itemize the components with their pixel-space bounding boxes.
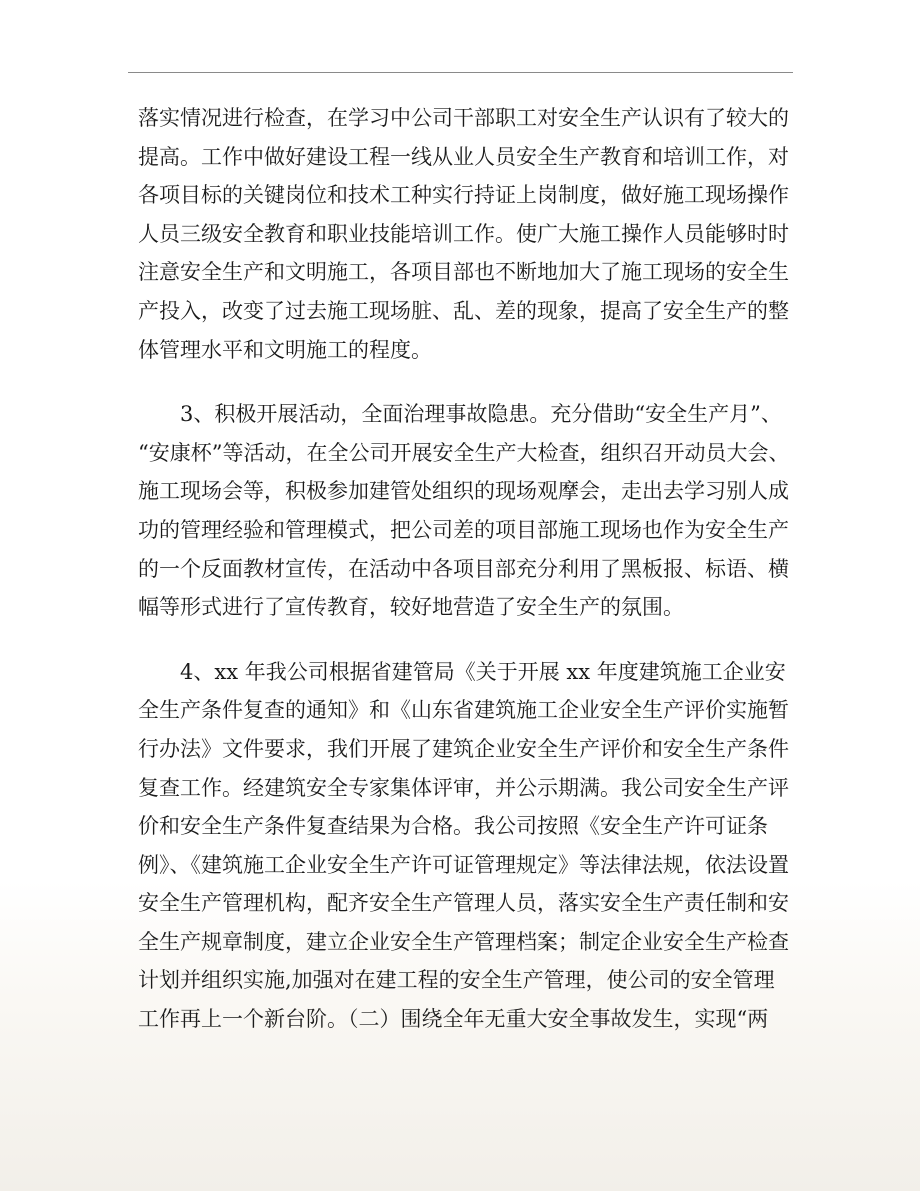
- text-line: 幅等形式进行了宣传教育，较好地营造了安全生产的氛围。: [138, 595, 684, 620]
- text-line: 4、xx 年我公司根据省建管局《关于开展 xx 年度建筑施工企业安: [180, 659, 786, 684]
- text-line: 施工现场会等，积极参加建管处组织的现场观摩会，走出去学习别人成: [138, 479, 789, 504]
- text-line: 全生产规章制度，建立企业安全生产管理档案；制定企业安全生产检查: [138, 929, 789, 954]
- paragraph: [138, 99, 798, 369]
- text-line: 价和安全生产条件复查结果为合格。我公司按照《安全生产许可证条: [138, 814, 768, 839]
- text-line: 提高。工作中做好建设工程一线从业人员安全生产教育和培训工作，对: [138, 144, 789, 169]
- paragraph-gap: [138, 369, 798, 395]
- text-line: 各项目标的关键岗位和技术工种实行持证上岗制度，做好施工现场操作: [138, 183, 789, 208]
- document-body: [138, 99, 798, 1039]
- text-line: 功的管理经验和管理模式，把公司差的项目部施工现场也作为安全生产: [138, 517, 789, 542]
- text-line: 工作再上一个新台阶。（二）围绕全年无重大安全事故发生，实现“两: [138, 1007, 769, 1032]
- text-line: 人员三级安全教育和职业技能培训工作。使广大施工操作人员能够时时: [138, 221, 789, 246]
- paragraph: [138, 653, 798, 1039]
- text-line: 3、积极开展活动，全面治理事故隐患。充分借助“安全生产月”、: [180, 402, 782, 427]
- text-line: 落实情况进行检查，在学习中公司干部职工对安全生产认识有了较大的: [138, 106, 789, 130]
- text-line: 安全生产管理机构，配齐安全生产管理人员，落实安全生产责任制和安: [138, 891, 789, 916]
- text-line: 的一个反面教材宣传，在活动中各项目部充分利用了黑板报、标语、横: [138, 556, 789, 581]
- text-line: 注意安全生产和文明施工，各项目部也不断地加大了施工现场的安全生: [138, 260, 789, 285]
- text-line: 计划并组织实施,加强对在建工程的安全生产管理，使公司的安全管理: [138, 968, 775, 993]
- text-line: 全生产条件复查的通知》和《山东省建筑施工企业安全生产评价实施暂: [138, 698, 789, 723]
- header-rule: [128, 72, 793, 73]
- text-line: 复查工作。经建筑安全专家集体评审，并公示期满。我公司安全生产评: [138, 775, 789, 800]
- paragraph: [138, 395, 798, 627]
- text-line: “安康杯”等活动，在全公司开展安全生产大检查，组织召开动员大会、: [138, 440, 790, 465]
- text-line: 体管理水平和文明施工的程度。: [138, 337, 432, 362]
- text-line: 行办法》文件要求，我们开展了建筑企业安全生产评价和安全生产条件: [138, 736, 789, 761]
- paragraph-gap: [138, 627, 798, 653]
- text-line: 例》、《建筑施工企业安全生产许可证管理规定》等法律法规，依法设置: [138, 852, 789, 877]
- text-line: 产投入，改变了过去施工现场脏、乱、差的现象，提高了安全生产的整: [138, 298, 789, 323]
